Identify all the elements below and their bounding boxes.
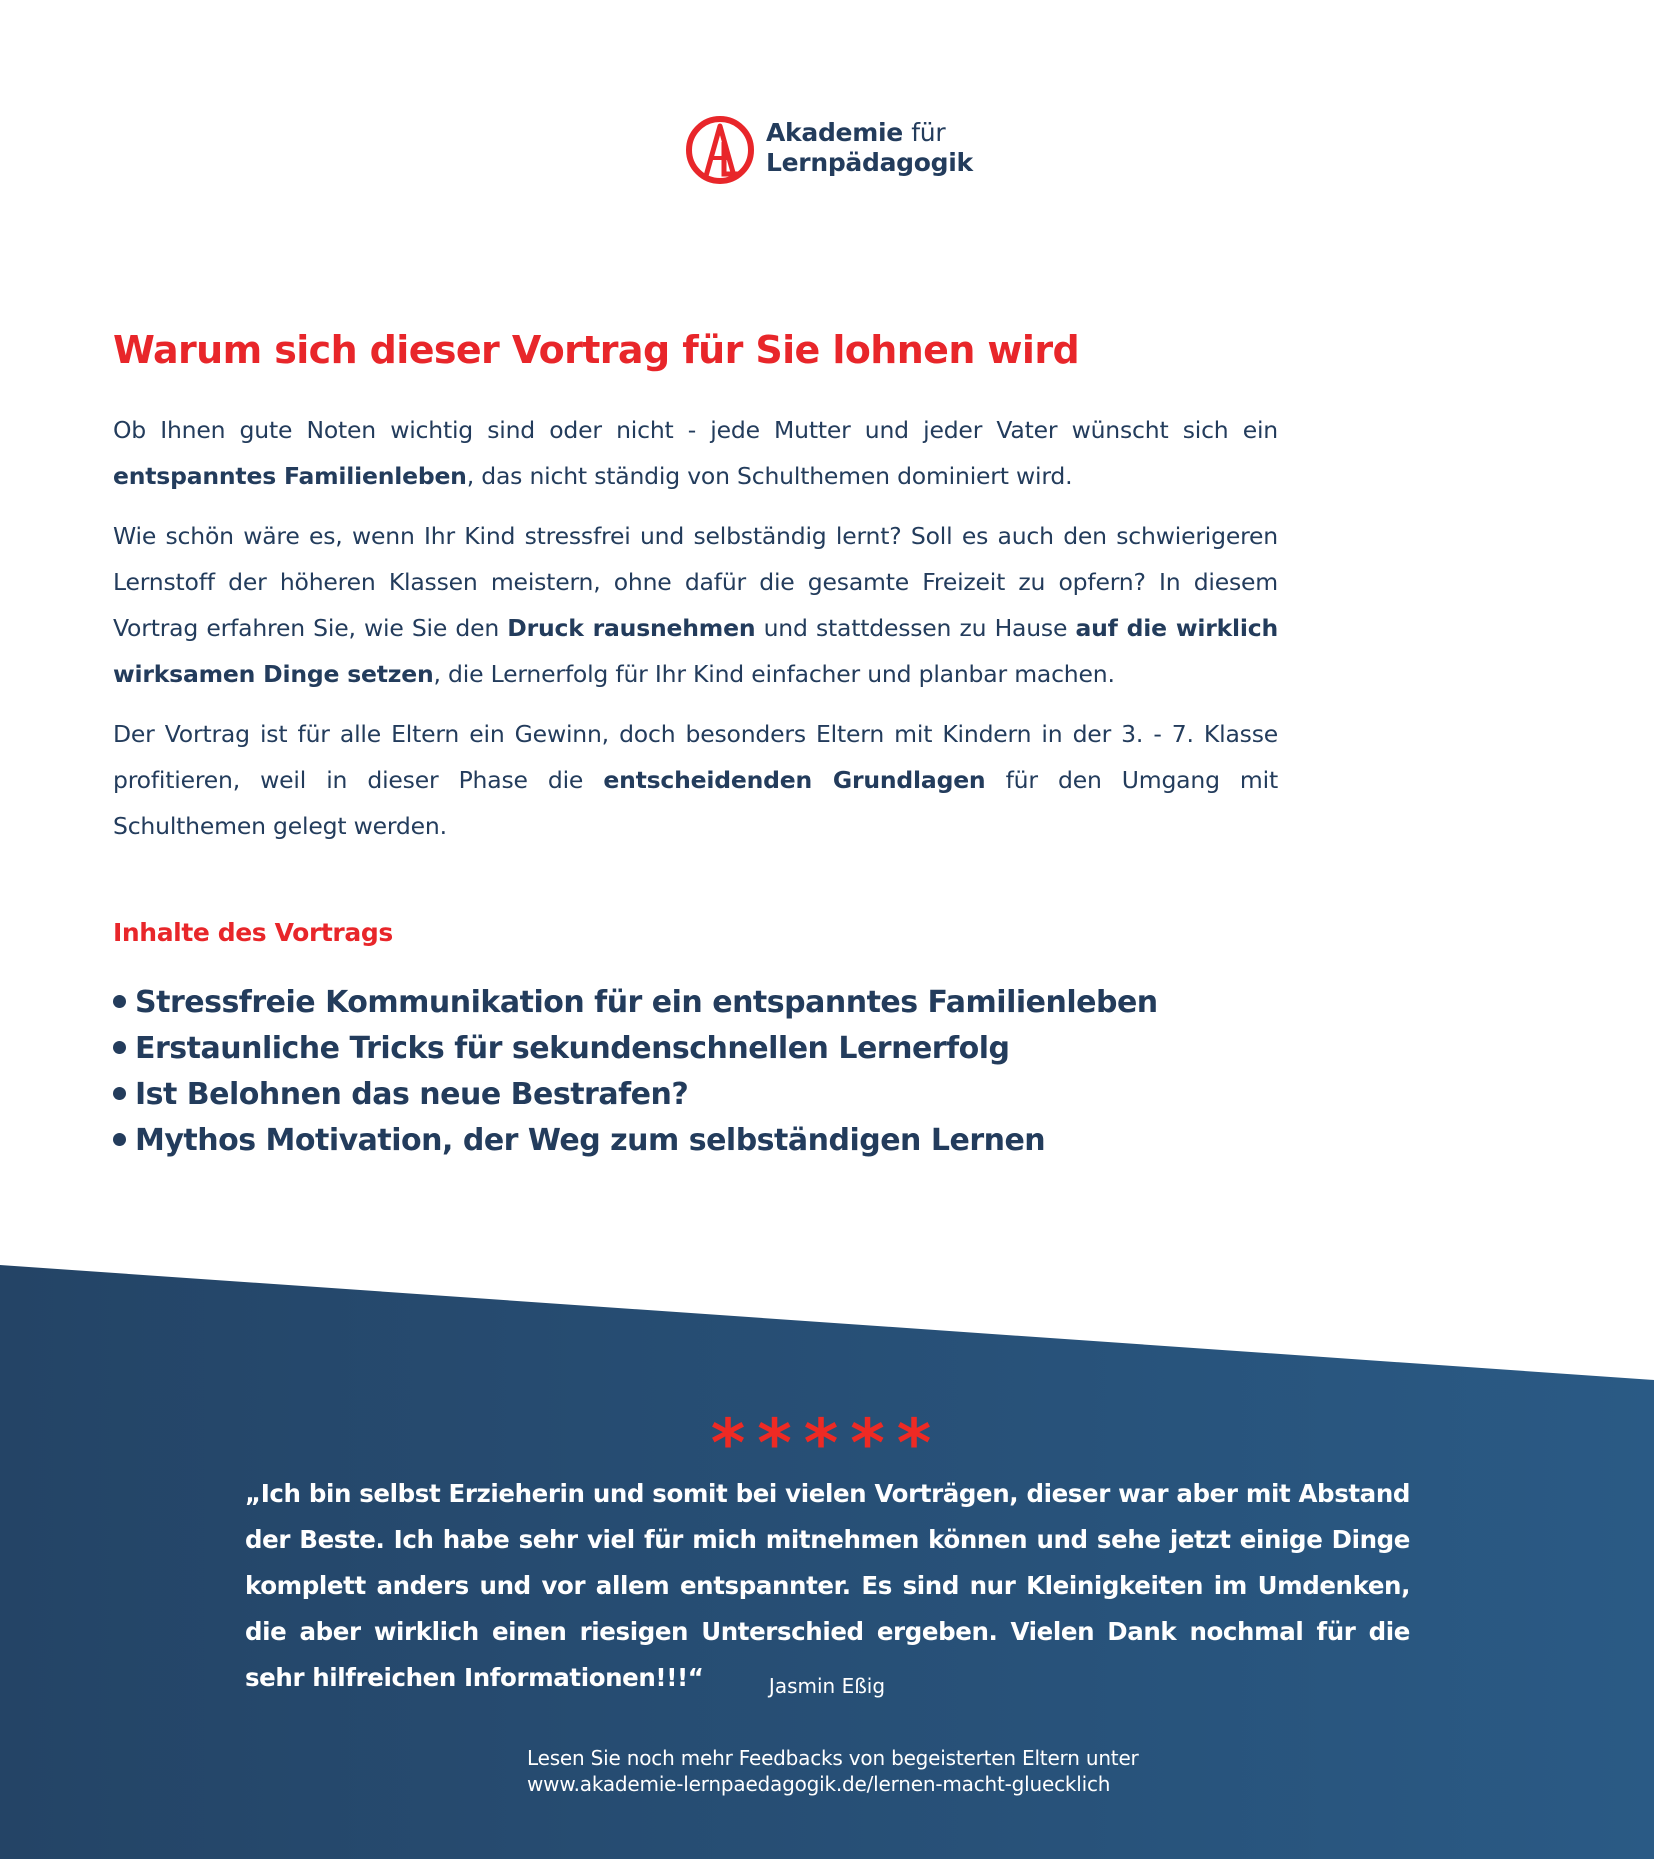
testimonial-quote: „Ich bin selbst Erzieherin und somit bei vielen Vorträgen, dieser war aber mit Abstand der Beste. Ich habe sehr viel für mich mitnehmen können und sehe jetzt einige Dinge komplett anders und vor allem entspannter. Es sind nur Kleinigkeiten im Umdenken, die aber wirklich einen riesigen Unterschied ergeben. Vielen Dank nochmal für die sehr hilfreichen Informationen!!!“: [245, 1479, 1410, 1692]
list-item-text: Ist Belohnen das neue Bestrafen?: [135, 1077, 689, 1112]
emphasis-text: Druck rausnehmen: [507, 614, 756, 642]
paragraph-text: , das nicht ständig von Schulthemen dominiert wird.: [466, 462, 1073, 490]
testimonial-author: Jasmin Eßig: [768, 1674, 886, 1698]
logo-line1-bold: Akademie: [766, 118, 903, 147]
emphasis-text: entscheidenden Grundlagen: [603, 766, 986, 794]
section-heading: Inhalte des Vortrags: [113, 918, 393, 947]
more-feedback: [527, 1745, 1227, 1797]
more-feedback-url[interactable]: www.akademie-lernpaedagogik.de/lernen-macht-gluecklich: [527, 1772, 1111, 1796]
list-item-text: Stressfreie Kommunikation für ein entspanntes Familienleben: [135, 985, 1158, 1020]
paragraph-text: Der Vortrag ist für alle Eltern ein Gewinn, doch besonders Eltern mit Kindern in der 3. - 7. Klasse profitieren, weil in dieser Phase die: [113, 720, 1278, 794]
rating-stars: *****: [710, 1405, 944, 1482]
emphasis-text: entspanntes Familienleben: [113, 462, 467, 490]
logo-line1-light: für: [911, 118, 946, 147]
more-feedback-text: Lesen Sie noch mehr Feedbacks von begeisterten Eltern unter: [527, 1746, 1139, 1770]
paragraph-text: für den Umgang mit Schulthemen gelegt werden.: [113, 766, 1278, 840]
list-item-text: Erstaunliche Tricks für sekundenschnellen Lernerfolg: [135, 1031, 1010, 1066]
page-title: Warum sich dieser Vortrag für Sie lohnen wird: [113, 328, 1080, 372]
paragraph-text: und stattdessen zu Hause: [755, 614, 1076, 642]
paragraph-text: Ob Ihnen gute Noten wichtig sind oder nicht - jede Mutter und jeder Vater wünscht sich ein: [113, 416, 1278, 444]
paragraph-text: , die Lernerfolg für Ihr Kind einfacher und planbar machen.: [433, 660, 1115, 688]
paragraph-text: Wie schön wäre es, wenn Ihr Kind stressfrei und selbständig lernt? Soll es auch den schwierigeren Lernstoff der höheren Klassen meistern, ohne dafür die gesamte Freizeit zu opfern? In diesem Vortrag erfahren Sie, wie Sie den: [113, 522, 1278, 642]
logo-line2: Lernpädagogik: [766, 148, 973, 177]
list-item-text: Mythos Motivation, der Weg zum selbständigen Lernen: [135, 1123, 1046, 1158]
emphasis-text: auf die wirklich wirksamen Dinge setzen: [113, 614, 1278, 688]
